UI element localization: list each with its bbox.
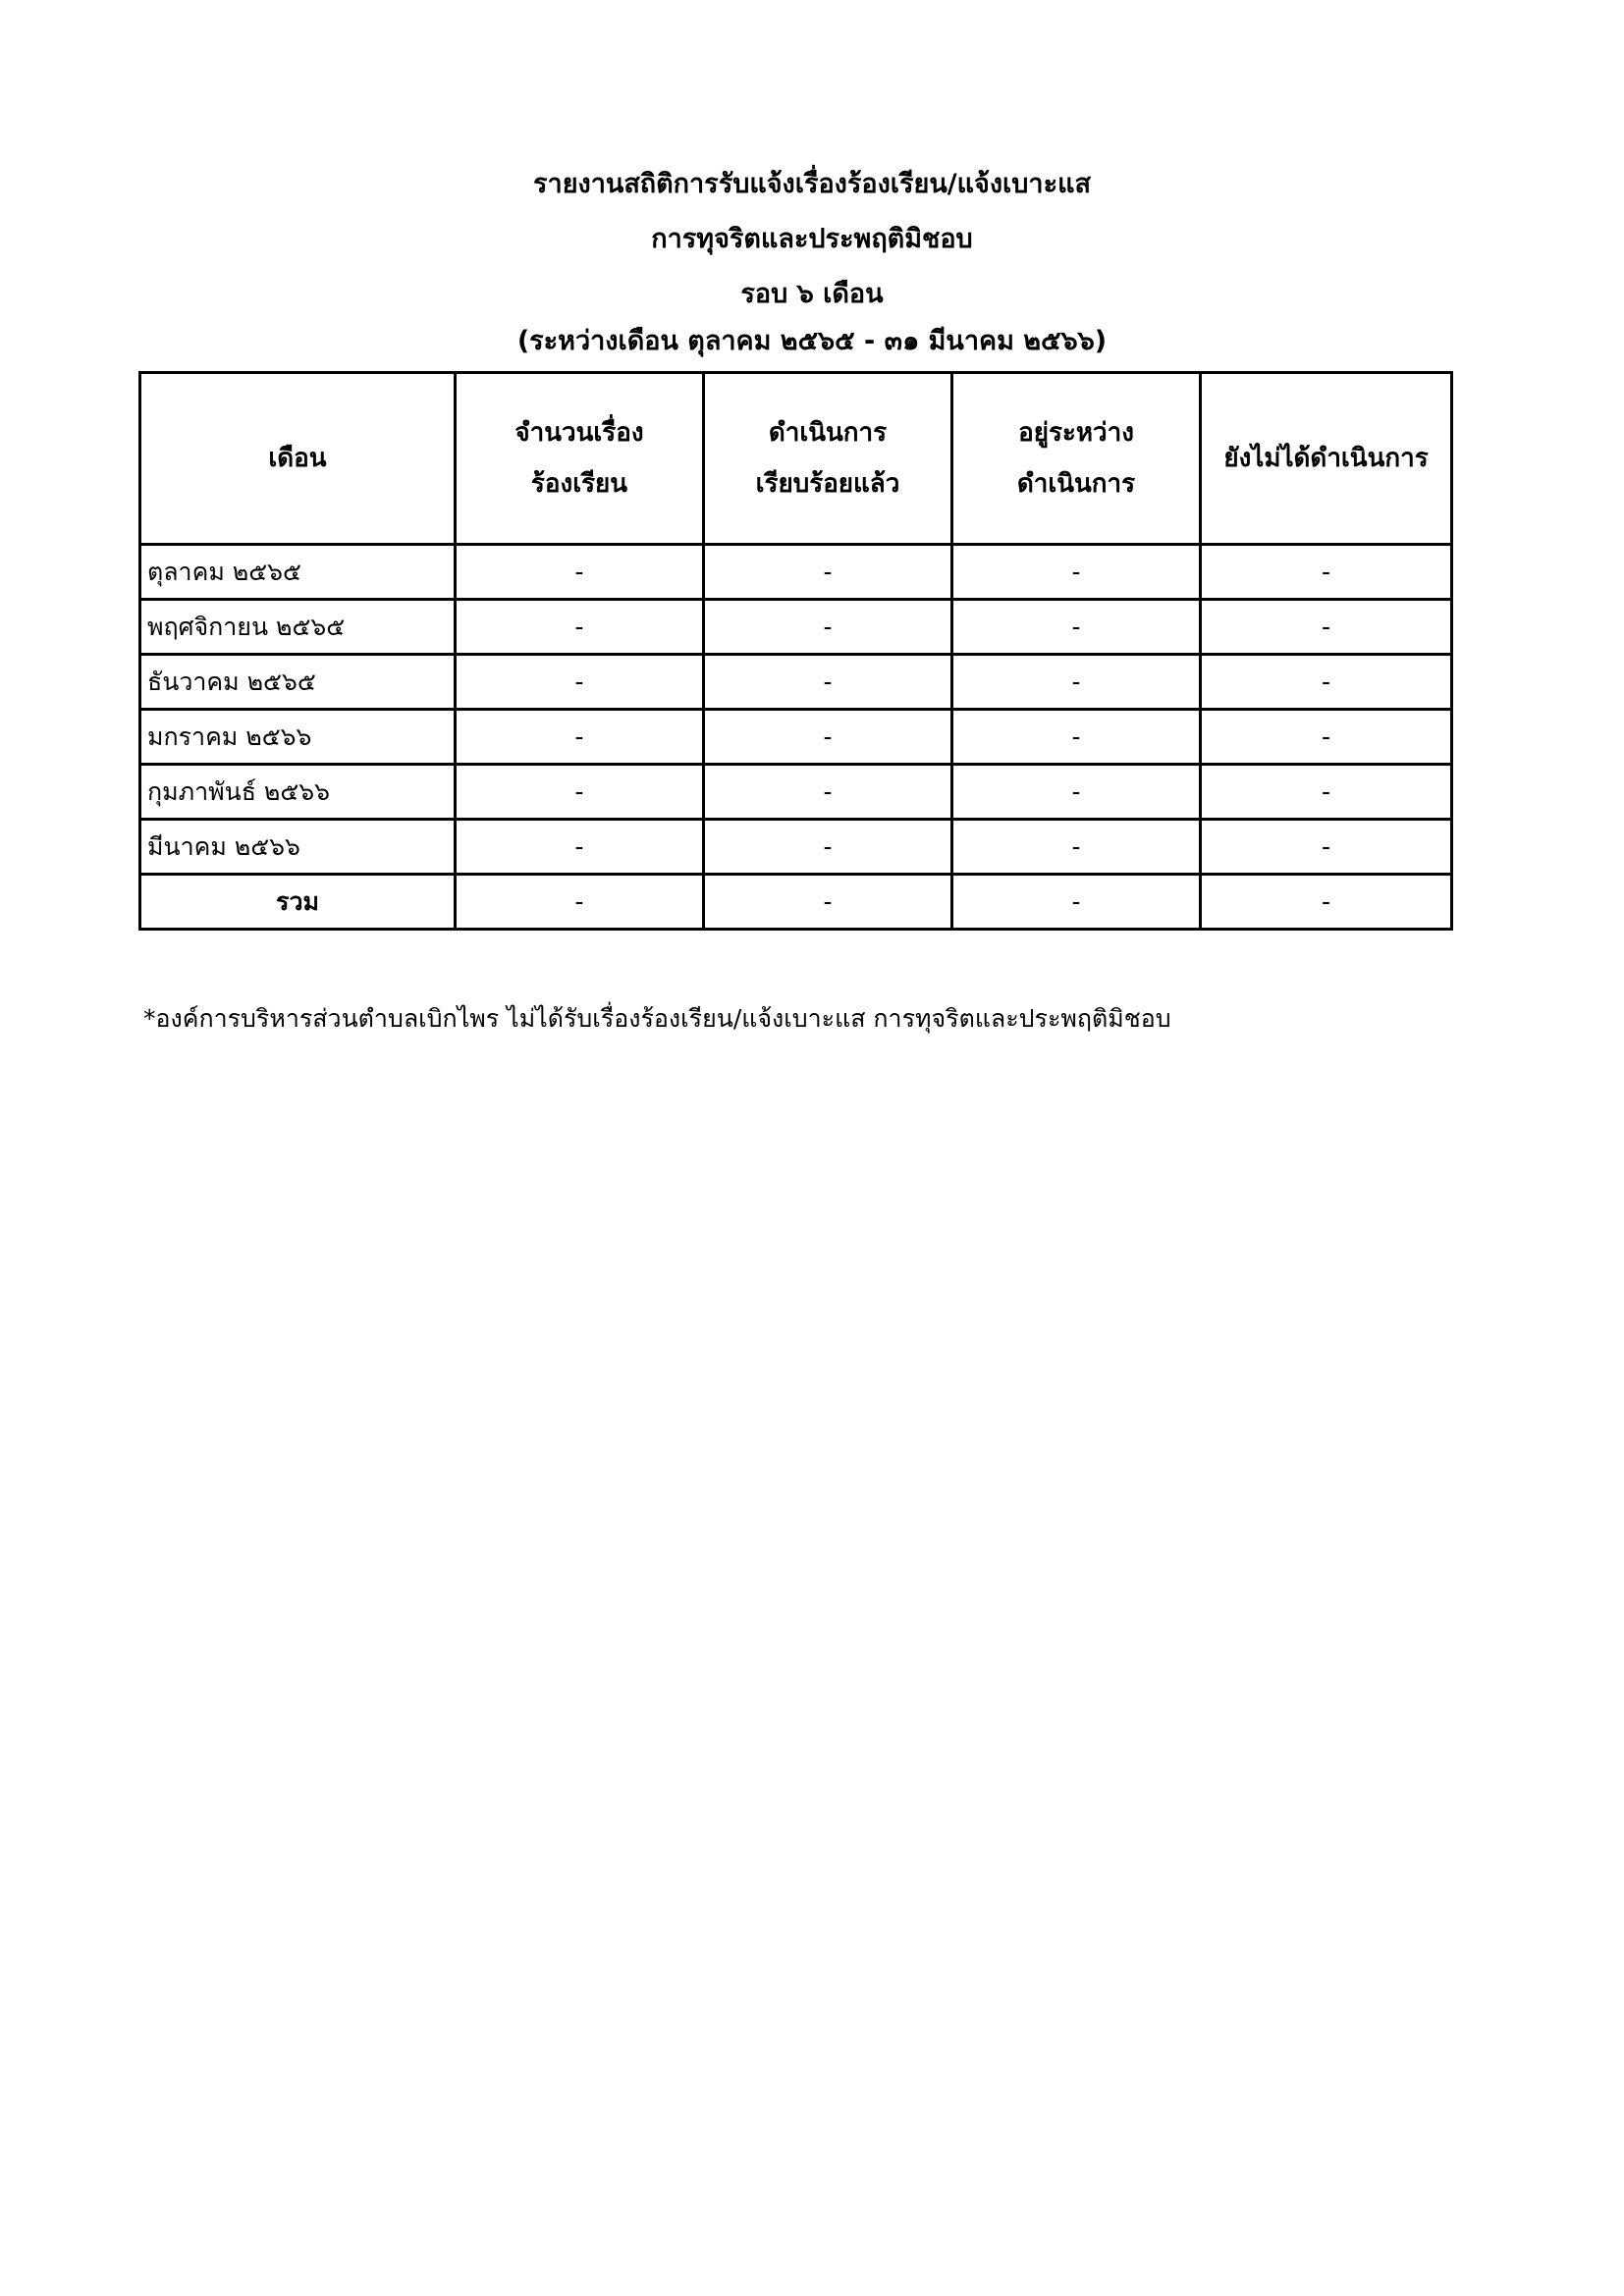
row-month: ธันวาคม ๒๕๖๕ (140, 655, 456, 710)
report-title-date-range: (ระหว่างเดือน ตุลาคม ๒๕๖๕ - ๓๑ มีนาคม ๒๕๖๖) (516, 326, 1108, 356)
total-not-started: - (1201, 875, 1452, 930)
cell-completed: - (704, 655, 952, 710)
cell-in-progress: - (952, 710, 1201, 765)
cell-not-started: - (1201, 765, 1452, 820)
row-month: พฤศจิกายน ๒๕๖๕ (140, 600, 456, 655)
header-not-started (1201, 373, 1452, 545)
total-completed: - (704, 875, 952, 930)
header-in-progress-line-2: ดำเนินการ (1016, 469, 1136, 499)
footnote: *องค์การบริหารส่วนตำบลเบิกไพร ไม่ได้รับเรื่องร้องเรียน/แจ้งเบาะแส การทุจริตและประพฤติมิชอบ (143, 1004, 1171, 1033)
total-complaint-count: - (456, 875, 704, 930)
cell-not-started: - (1201, 545, 1452, 600)
header-in-progress (952, 373, 1201, 545)
table-row (140, 655, 1452, 710)
report-title-line-1: รายงานสถิติการรับแจ้งเรื่องร้องเรียน/แจ้งเบาะแส (533, 169, 1091, 199)
cell-completed: - (704, 820, 952, 875)
header-complaint-count (456, 373, 704, 545)
table-total-row (140, 875, 1452, 930)
cell-complaint-count: - (456, 600, 704, 655)
cell-in-progress: - (952, 765, 1201, 820)
cell-complaint-count: - (456, 765, 704, 820)
cell-complaint-count: - (456, 820, 704, 875)
cell-in-progress: - (952, 655, 1201, 710)
table-row (140, 710, 1452, 765)
report-title-period: รอบ ๖ เดือน (740, 279, 884, 309)
report-title-line-2: การทุจริตและประพฤติมิชอบ (651, 224, 973, 254)
header-month-label: เดือน (268, 444, 327, 473)
row-month: กุมภาพันธ์ ๒๕๖๖ (140, 765, 456, 820)
cell-in-progress: - (952, 545, 1201, 600)
header-completed (704, 373, 952, 545)
table-row (140, 545, 1452, 600)
cell-completed: - (704, 710, 952, 765)
table-row (140, 820, 1452, 875)
header-month (140, 373, 456, 545)
cell-complaint-count: - (456, 710, 704, 765)
header-completed-line-2: เรียบร้อยแล้ว (755, 469, 900, 499)
cell-not-started: - (1201, 710, 1452, 765)
total-in-progress: - (952, 875, 1201, 930)
cell-in-progress: - (952, 600, 1201, 655)
table-header-row (140, 373, 1452, 545)
header-complaint-count-line-1: จำนวนเรื่อง (514, 418, 644, 448)
cell-completed: - (704, 545, 952, 600)
header-not-started-label: ยังไม่ได้ดำเนินการ (1223, 444, 1429, 473)
cell-completed: - (704, 600, 952, 655)
row-month: มกราคม ๒๕๖๖ (140, 710, 456, 765)
cell-not-started: - (1201, 600, 1452, 655)
report-title (0, 157, 1624, 361)
row-month: ตุลาคม ๒๕๖๕ (140, 545, 456, 600)
cell-complaint-count: - (456, 545, 704, 600)
header-completed-line-1: ดำเนินการ (768, 418, 888, 448)
table-row (140, 600, 1452, 655)
cell-not-started: - (1201, 820, 1452, 875)
table-row (140, 765, 1452, 820)
complaint-statistics-table (138, 371, 1453, 931)
cell-not-started: - (1201, 655, 1452, 710)
cell-in-progress: - (952, 820, 1201, 875)
header-complaint-count-line-2: ร้องเรียน (530, 469, 628, 499)
row-month: มีนาคม ๒๕๖๖ (140, 820, 456, 875)
header-in-progress-line-1: อยู่ระหว่าง (1018, 418, 1134, 448)
total-label: รวม (140, 875, 456, 930)
cell-completed: - (704, 765, 952, 820)
cell-complaint-count: - (456, 655, 704, 710)
